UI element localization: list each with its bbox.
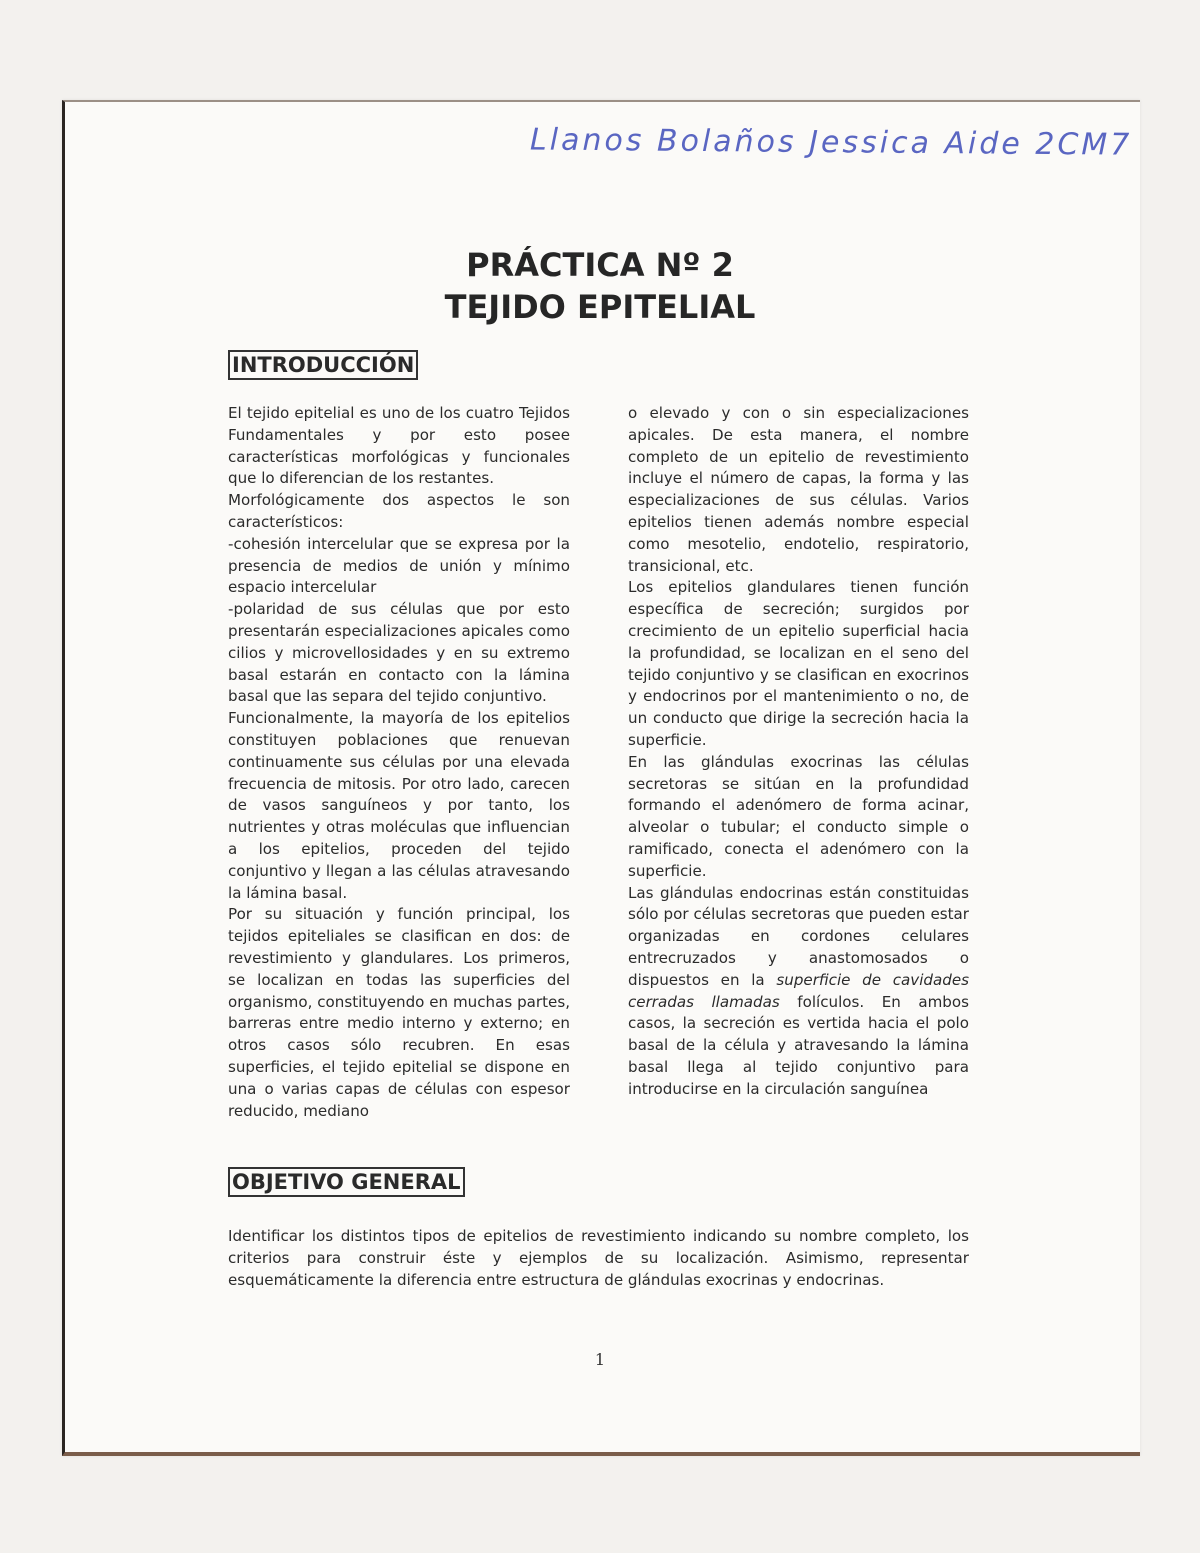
- paragraph: Morfológicamente dos aspectos le son característicos:: [228, 491, 570, 531]
- paragraph: [628, 883, 969, 1101]
- handwritten-name: Llanos Bolaños Jessica Aide 2CM7: [529, 122, 1133, 163]
- italic-text-run: superficie de cavidades cerradas llamadas: [628, 970, 969, 1011]
- introduction-left-column: [228, 403, 570, 1122]
- text-run: Las glándulas endocrinas están constituidas sólo por células secretoras que pueden estar organizadas en cordones celulares entrecruzados y anastomosados o dispuestos en la: [628, 883, 969, 989]
- objective-heading: OBJETIVO GENERAL: [228, 1167, 465, 1197]
- paragraph: El tejido epitelial es uno de los cuatro Tejidos Fundamentales y por esto posee características morfológicas y funcionales que lo diferencian de los restantes.: [228, 404, 570, 488]
- paragraph: En las glándulas exocrinas las células secretoras se sitúan en la profundidad formando el adenómero de forma acinar, alveolar o tubular; el conducto simple o ramificado, conecta el adenómero con la superficie.: [628, 752, 969, 880]
- paragraph: -cohesión intercelular que se expresa por la presencia de medios de unión y mínimo espacio intercelular: [228, 534, 570, 597]
- page-number: 1: [594, 1350, 606, 1369]
- introduction-heading: INTRODUCCIÓN: [228, 350, 418, 380]
- text-run: folículos. En ambos casos, la secreción es vertida hacia el polo basal de la célula y atravesando la lámina basal llega al tejido conjuntivo para introducirse en la circulación sanguínea: [628, 992, 969, 1098]
- paragraph: Funcionalmente, la mayoría de los epitelios constituyen poblaciones que renuevan continuamente sus células por una elevada frecuencia de mitosis. Por otro lado, carecen de vasos sanguíneos y por tanto, los nutrientes y otras moléculas que influencian a los epitelios, proceden del tejido conjuntivo y llegan a las células atravesando la lámina basal.: [228, 709, 570, 902]
- practice-title: PRÁCTICA Nº 2: [466, 246, 734, 284]
- objective-text: Identificar los distintos tipos de epitelios de revestimiento indicando su nombre completo, los criterios para construir éste y ejemplos de su localización. Asimismo, representar esquemáticamente la diferencia entre estructura de glándulas exocrinas y endocrinas.: [228, 1227, 969, 1289]
- topic-title: TEJIDO EPITELIAL: [444, 288, 756, 326]
- paragraph: -polaridad de sus células que por esto presentarán especializaciones apicales como cilios y microvellosidades y en su extremo basal estarán en contacto con la lámina basal que las separa del tejido conjuntivo.: [228, 600, 570, 706]
- paragraph: o elevado y con o sin especializaciones apicales. De esta manera, el nombre completo de un epitelio de revestimiento incluye el número de capas, la forma y las especializaciones de sus células. Varios epitelios tienen además nombre especial como mesotelio, endotelio, respiratorio, transicional, etc.: [628, 404, 969, 575]
- paragraph: Los epitelios glandulares tienen función específica de secreción; surgidos por crecimiento de un epitelio superficial hacia la profundidad, se localizan en el seno del tejido conjuntivo y se clasifican en exocrinos y endocrinos por el mantenimiento o no, de un conducto que dirige la secreción hacia la superficie.: [628, 578, 969, 749]
- paragraph: Por su situación y función principal, los tejidos epiteliales se clasifican en dos: de revestimiento y glandulares. Los primeros, se localizan en todas las superficies del organismo, constituyendo en muchas partes, barreras entre medio interno y externo; en otros casos sólo recubren. En esas superficies, el tejido epitelial se dispone en una o varias capas de células con espesor reducido, mediano: [228, 905, 570, 1120]
- introduction-right-column: [628, 403, 969, 1101]
